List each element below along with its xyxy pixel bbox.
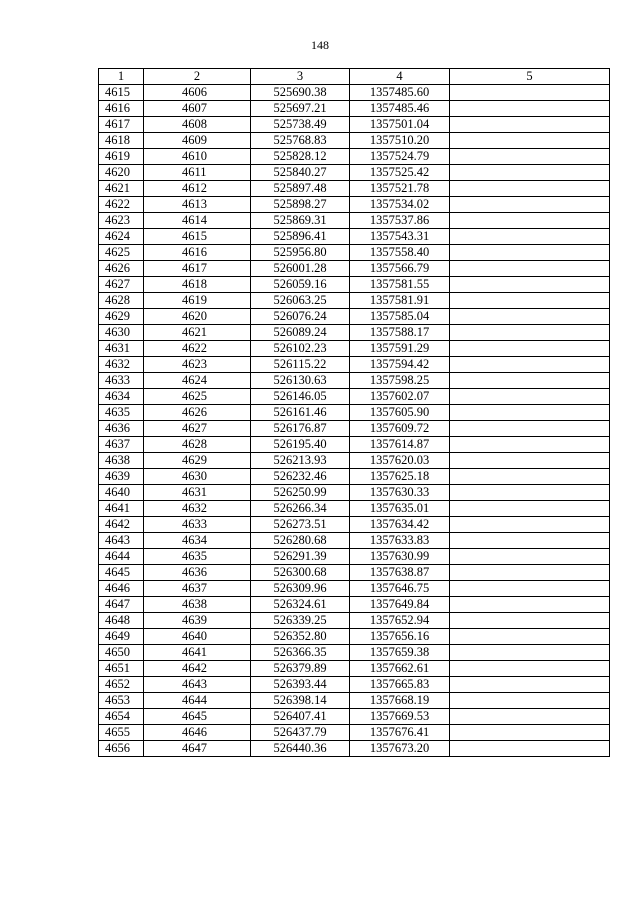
table-cell: 526352.80 xyxy=(251,629,350,645)
table-cell: 526146.05 xyxy=(251,389,350,405)
table-cell: 525896.41 xyxy=(251,229,350,245)
table-row xyxy=(99,341,610,357)
table-cell: 1357524.79 xyxy=(350,149,450,165)
table-row xyxy=(99,373,610,389)
table-cell: 526309.96 xyxy=(251,581,350,597)
table-cell: 4635 xyxy=(144,549,251,565)
table-cell: 1357620.03 xyxy=(350,453,450,469)
table-cell: 4618 xyxy=(99,133,144,149)
table-row xyxy=(99,597,610,613)
table-cell xyxy=(450,389,610,405)
table-row xyxy=(99,549,610,565)
table-row xyxy=(99,469,610,485)
table-cell xyxy=(450,229,610,245)
table-cell xyxy=(450,325,610,341)
table-cell: 1357543.31 xyxy=(350,229,450,245)
column-header: 4 xyxy=(350,69,450,85)
table-cell: 4640 xyxy=(144,629,251,645)
table-cell: 4620 xyxy=(99,165,144,181)
table-cell: 526393.44 xyxy=(251,677,350,693)
table-row xyxy=(99,517,610,533)
table-row xyxy=(99,325,610,341)
table-cell: 526102.23 xyxy=(251,341,350,357)
table-row xyxy=(99,725,610,741)
table-cell: 1357609.72 xyxy=(350,421,450,437)
table-row xyxy=(99,149,610,165)
table-cell xyxy=(450,677,610,693)
table-cell: 4655 xyxy=(99,725,144,741)
table-cell: 1357588.17 xyxy=(350,325,450,341)
table-cell: 4630 xyxy=(99,325,144,341)
table-cell: 4643 xyxy=(144,677,251,693)
table-cell: 526398.14 xyxy=(251,693,350,709)
table-cell: 526266.34 xyxy=(251,501,350,517)
table-cell: 4625 xyxy=(99,245,144,261)
table-cell: 4645 xyxy=(99,565,144,581)
table-cell xyxy=(450,261,610,277)
table-cell: 4626 xyxy=(144,405,251,421)
table-cell: 1357673.20 xyxy=(350,741,450,757)
table-cell: 4620 xyxy=(144,309,251,325)
table-cell: 526339.25 xyxy=(251,613,350,629)
table-cell xyxy=(450,581,610,597)
page-number: 148 xyxy=(311,38,329,52)
table-cell xyxy=(450,741,610,757)
table-row xyxy=(99,213,610,229)
table-cell: 1357591.29 xyxy=(350,341,450,357)
table-cell: 1357652.94 xyxy=(350,613,450,629)
table-cell: 4637 xyxy=(99,437,144,453)
table-cell: 4648 xyxy=(99,613,144,629)
table-cell: 4644 xyxy=(144,693,251,709)
table-cell: 4653 xyxy=(99,693,144,709)
table-cell: 4647 xyxy=(144,741,251,757)
table-cell: 526161.46 xyxy=(251,405,350,421)
table-cell: 4649 xyxy=(99,629,144,645)
table-cell xyxy=(450,165,610,181)
table-cell: 4644 xyxy=(99,549,144,565)
table-cell: 4638 xyxy=(99,453,144,469)
table-cell: 526437.79 xyxy=(251,725,350,741)
table-row xyxy=(99,277,610,293)
table-cell: 1357534.02 xyxy=(350,197,450,213)
table-row xyxy=(99,101,610,117)
table-cell: 4606 xyxy=(144,85,251,101)
table-cell: 4651 xyxy=(99,661,144,677)
table-cell: 4624 xyxy=(144,373,251,389)
table-cell xyxy=(450,149,610,165)
table-cell: 4646 xyxy=(99,581,144,597)
table-cell: 1357625.18 xyxy=(350,469,450,485)
table-header-row xyxy=(99,69,610,85)
table-cell: 4632 xyxy=(99,357,144,373)
table-cell: 1357594.42 xyxy=(350,357,450,373)
table-cell: 4611 xyxy=(144,165,251,181)
table-cell: 4625 xyxy=(144,389,251,405)
table-cell: 525738.49 xyxy=(251,117,350,133)
table-cell: 526291.39 xyxy=(251,549,350,565)
table-cell: 4629 xyxy=(144,453,251,469)
table-row xyxy=(99,677,610,693)
table-cell xyxy=(450,101,610,117)
table-cell: 1357581.55 xyxy=(350,277,450,293)
table-cell: 4635 xyxy=(99,405,144,421)
table-cell: 525898.27 xyxy=(251,197,350,213)
table-cell: 4623 xyxy=(144,357,251,373)
table-cell: 4609 xyxy=(144,133,251,149)
table-row xyxy=(99,309,610,325)
coordinates-table xyxy=(98,68,610,757)
table-cell xyxy=(450,645,610,661)
table-row xyxy=(99,501,610,517)
table-cell xyxy=(450,565,610,581)
table-cell xyxy=(450,597,610,613)
table-cell: 1357668.19 xyxy=(350,693,450,709)
table-row xyxy=(99,261,610,277)
table-cell xyxy=(450,181,610,197)
table-cell: 1357525.42 xyxy=(350,165,450,181)
table-cell: 526440.36 xyxy=(251,741,350,757)
table-cell: 525840.27 xyxy=(251,165,350,181)
table-cell: 4621 xyxy=(99,181,144,197)
table-cell: 4638 xyxy=(144,597,251,613)
table-cell: 4627 xyxy=(144,421,251,437)
table-row xyxy=(99,389,610,405)
table-cell: 526232.46 xyxy=(251,469,350,485)
table-cell: 526273.51 xyxy=(251,517,350,533)
table-cell: 4617 xyxy=(144,261,251,277)
table-row xyxy=(99,181,610,197)
table-row xyxy=(99,229,610,245)
column-header: 3 xyxy=(251,69,350,85)
table-row xyxy=(99,533,610,549)
table-cell: 1357676.41 xyxy=(350,725,450,741)
table-cell xyxy=(450,133,610,149)
table-row xyxy=(99,165,610,181)
table-cell: 4619 xyxy=(144,293,251,309)
table-cell xyxy=(450,549,610,565)
table-cell xyxy=(450,341,610,357)
table-cell: 4641 xyxy=(99,501,144,517)
table-cell: 4612 xyxy=(144,181,251,197)
table-cell: 1357501.04 xyxy=(350,117,450,133)
table-cell: 4647 xyxy=(99,597,144,613)
table-cell: 526250.99 xyxy=(251,485,350,501)
table-cell: 1357634.42 xyxy=(350,517,450,533)
table-cell xyxy=(450,197,610,213)
table-cell xyxy=(450,613,610,629)
table-cell: 4616 xyxy=(144,245,251,261)
table-cell: 526063.25 xyxy=(251,293,350,309)
table-cell: 4627 xyxy=(99,277,144,293)
table-cell: 4639 xyxy=(99,469,144,485)
table-cell: 1357485.46 xyxy=(350,101,450,117)
table-cell: 4641 xyxy=(144,645,251,661)
table-cell: 525897.48 xyxy=(251,181,350,197)
table-cell: 4624 xyxy=(99,229,144,245)
table-cell: 525956.80 xyxy=(251,245,350,261)
table-cell: 4633 xyxy=(144,517,251,533)
table-cell: 4626 xyxy=(99,261,144,277)
table-cell xyxy=(450,485,610,501)
table-cell xyxy=(450,85,610,101)
table-cell: 1357566.79 xyxy=(350,261,450,277)
table-cell xyxy=(450,517,610,533)
table-cell: 4615 xyxy=(144,229,251,245)
table-row xyxy=(99,245,610,261)
table-cell xyxy=(450,293,610,309)
table-cell: 4642 xyxy=(144,661,251,677)
table-cell: 526115.22 xyxy=(251,357,350,373)
column-header: 1 xyxy=(99,69,144,85)
table-cell: 4646 xyxy=(144,725,251,741)
table-row xyxy=(99,85,610,101)
table-cell: 1357558.40 xyxy=(350,245,450,261)
table-cell: 4640 xyxy=(99,485,144,501)
table-cell: 4610 xyxy=(144,149,251,165)
table-cell: 4628 xyxy=(99,293,144,309)
table-cell: 4636 xyxy=(99,421,144,437)
table-cell: 4623 xyxy=(99,213,144,229)
table-cell: 4607 xyxy=(144,101,251,117)
table-cell xyxy=(450,693,610,709)
table-cell: 526001.28 xyxy=(251,261,350,277)
table-row xyxy=(99,133,610,149)
table-cell: 1357669.53 xyxy=(350,709,450,725)
table-cell: 4622 xyxy=(144,341,251,357)
table-cell: 1357485.60 xyxy=(350,85,450,101)
table-cell: 4650 xyxy=(99,645,144,661)
table-cell: 1357665.83 xyxy=(350,677,450,693)
table-cell: 526176.87 xyxy=(251,421,350,437)
table-cell: 1357605.90 xyxy=(350,405,450,421)
table-cell: 4616 xyxy=(99,101,144,117)
table-cell: 1357633.83 xyxy=(350,533,450,549)
table-cell: 525869.31 xyxy=(251,213,350,229)
table-cell: 4634 xyxy=(144,533,251,549)
table-row xyxy=(99,357,610,373)
table-row xyxy=(99,581,610,597)
table-cell: 1357646.75 xyxy=(350,581,450,597)
table-cell: 526300.68 xyxy=(251,565,350,581)
table-row xyxy=(99,453,610,469)
table-row xyxy=(99,645,610,661)
table-cell: 4643 xyxy=(99,533,144,549)
table-row xyxy=(99,405,610,421)
table-row xyxy=(99,661,610,677)
table-cell: 526213.93 xyxy=(251,453,350,469)
table-cell: 1357521.78 xyxy=(350,181,450,197)
table-cell: 526076.24 xyxy=(251,309,350,325)
table-cell xyxy=(450,533,610,549)
table-cell: 4652 xyxy=(99,677,144,693)
table-cell xyxy=(450,709,610,725)
table-cell: 526280.68 xyxy=(251,533,350,549)
table-cell: 1357581.91 xyxy=(350,293,450,309)
table-body xyxy=(99,85,610,757)
table-cell: 526379.89 xyxy=(251,661,350,677)
table-cell: 4615 xyxy=(99,85,144,101)
table-cell xyxy=(450,469,610,485)
table-cell: 4629 xyxy=(99,309,144,325)
table-cell: 4630 xyxy=(144,469,251,485)
table-cell: 4622 xyxy=(99,197,144,213)
table-cell: 526324.61 xyxy=(251,597,350,613)
table-row xyxy=(99,565,610,581)
table-cell: 4632 xyxy=(144,501,251,517)
table-cell: 4637 xyxy=(144,581,251,597)
table-cell: 526130.63 xyxy=(251,373,350,389)
table-cell: 1357649.84 xyxy=(350,597,450,613)
table-cell: 4639 xyxy=(144,613,251,629)
table-cell: 1357614.87 xyxy=(350,437,450,453)
table-row xyxy=(99,693,610,709)
table-cell: 4631 xyxy=(99,341,144,357)
table-cell: 525828.12 xyxy=(251,149,350,165)
table-cell: 4645 xyxy=(144,709,251,725)
table-cell: 1357662.61 xyxy=(350,661,450,677)
table-cell: 4617 xyxy=(99,117,144,133)
table-cell: 1357598.25 xyxy=(350,373,450,389)
table-cell: 525690.38 xyxy=(251,85,350,101)
table-row xyxy=(99,613,610,629)
table-cell: 1357638.87 xyxy=(350,565,450,581)
table-cell: 4631 xyxy=(144,485,251,501)
table-row xyxy=(99,437,610,453)
table-cell xyxy=(450,629,610,645)
table-row xyxy=(99,293,610,309)
column-header: 5 xyxy=(450,69,610,85)
table-cell: 4633 xyxy=(99,373,144,389)
table-cell: 4628 xyxy=(144,437,251,453)
table-cell xyxy=(450,373,610,389)
table-row xyxy=(99,741,610,757)
table-cell: 4642 xyxy=(99,517,144,533)
table-cell: 526407.41 xyxy=(251,709,350,725)
table-row xyxy=(99,421,610,437)
table-cell: 4613 xyxy=(144,197,251,213)
table-cell xyxy=(450,245,610,261)
table-cell: 1357630.33 xyxy=(350,485,450,501)
table-cell xyxy=(450,725,610,741)
table-cell xyxy=(450,501,610,517)
table-cell: 1357630.99 xyxy=(350,549,450,565)
table-cell xyxy=(450,405,610,421)
table-cell: 1357602.07 xyxy=(350,389,450,405)
table-cell xyxy=(450,453,610,469)
table-cell: 4634 xyxy=(99,389,144,405)
table-cell: 525697.21 xyxy=(251,101,350,117)
table-cell: 4618 xyxy=(144,277,251,293)
table-cell xyxy=(450,661,610,677)
column-header: 2 xyxy=(144,69,251,85)
table-row xyxy=(99,117,610,133)
table-cell: 4608 xyxy=(144,117,251,133)
table-cell: 4619 xyxy=(99,149,144,165)
table-cell xyxy=(450,309,610,325)
table-cell: 1357659.38 xyxy=(350,645,450,661)
table-cell: 526059.16 xyxy=(251,277,350,293)
table-cell: 4636 xyxy=(144,565,251,581)
table-cell: 1357656.16 xyxy=(350,629,450,645)
table-cell: 4614 xyxy=(144,213,251,229)
table-row xyxy=(99,629,610,645)
table-row xyxy=(99,709,610,725)
table-cell: 1357635.01 xyxy=(350,501,450,517)
table-row xyxy=(99,485,610,501)
table-cell: 526195.40 xyxy=(251,437,350,453)
table-cell xyxy=(450,357,610,373)
table-cell: 1357510.20 xyxy=(350,133,450,149)
table-cell xyxy=(450,437,610,453)
table-cell xyxy=(450,421,610,437)
table-cell: 4621 xyxy=(144,325,251,341)
table-cell xyxy=(450,213,610,229)
table-cell: 1357537.86 xyxy=(350,213,450,229)
table-cell: 526366.35 xyxy=(251,645,350,661)
table-row xyxy=(99,197,610,213)
table-cell xyxy=(450,277,610,293)
table-cell: 4656 xyxy=(99,741,144,757)
table-cell: 1357585.04 xyxy=(350,309,450,325)
table-cell: 526089.24 xyxy=(251,325,350,341)
table-cell: 525768.83 xyxy=(251,133,350,149)
table-cell: 4654 xyxy=(99,709,144,725)
table-cell xyxy=(450,117,610,133)
